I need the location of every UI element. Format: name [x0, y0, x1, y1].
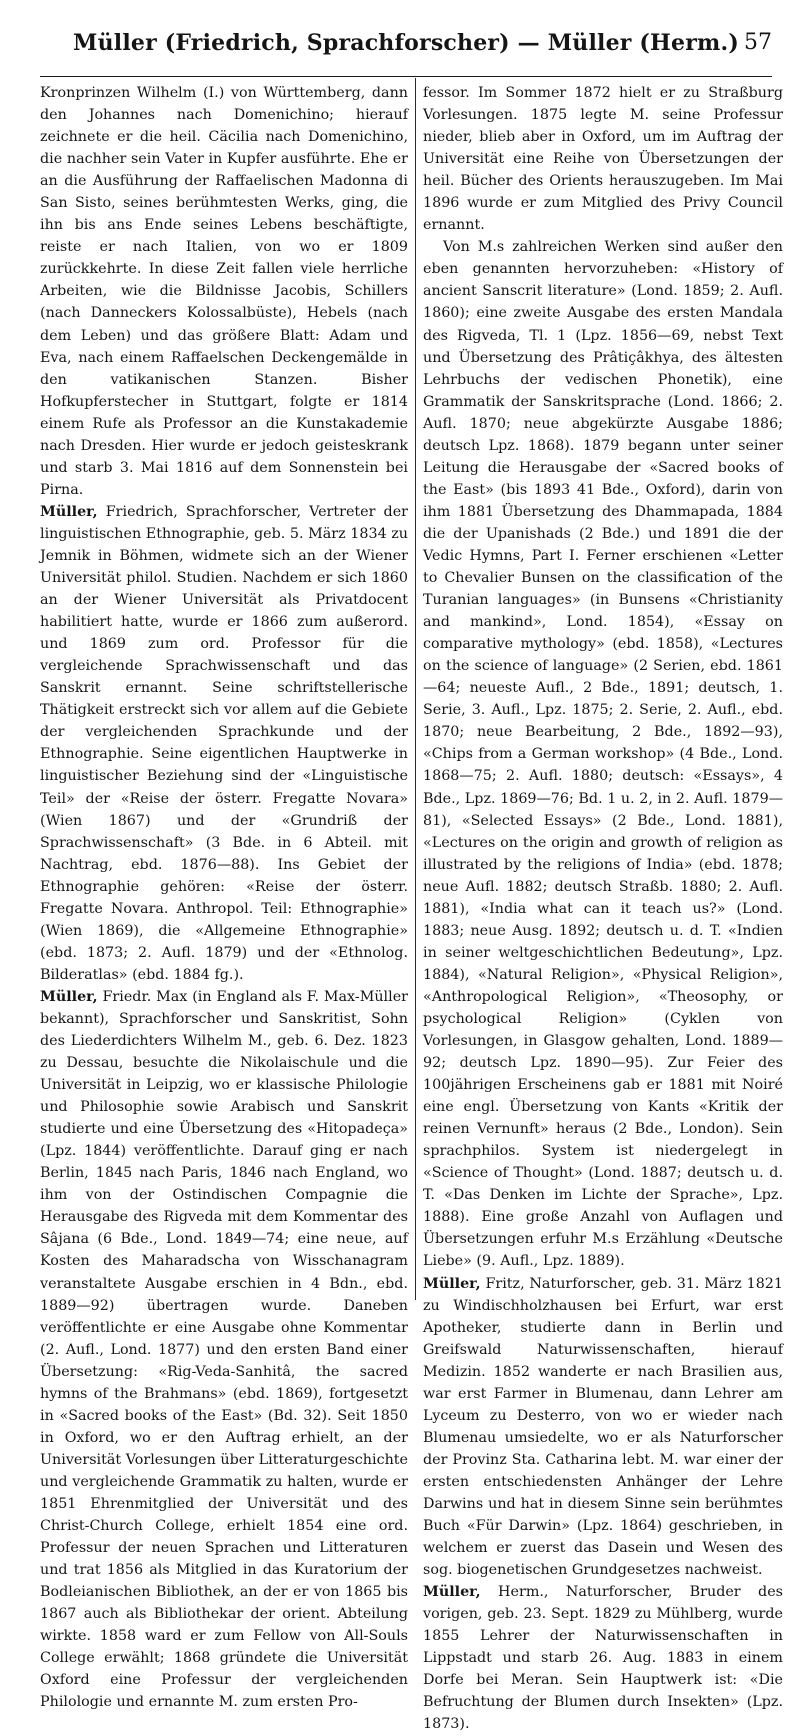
- entry-text: Herm., Naturforscher, Bruder des vorigen, geb. 23. Sept. 1829 zu Mühlberg, wurde 1855 Lehrer der Naturwissenschaften in Lippstadt und starb 26. Aug. 1883 in einem Dorfe bei Meran. Sein Hauptwerk ist: «Die Befruchtung der Blumen durch Insekten» (Lpz. 1873).: [423, 1584, 783, 1733]
- entry-headword: Müller,: [423, 1275, 481, 1292]
- entry-mueller-friedrich: [40, 501, 408, 986]
- entry-mueller-max-works: Von M.s zahlreichen Werken sind außer den eben genannten hervorzuheben: «History of ancient Sanscrit literature» (Lond. 1859; 2. Aufl. 1860); eine zweite Ausgabe des ersten Mandala des Rigveda, Tl. 1 (Lpz. 1856—69, nebst Text und Übersetzung des Prâtiçâkhya, des ältesten Lehrbuchs der vedischen Phonetik), eine Grammatik der Sanskritsprache (Lond. 1866; 2. Aufl. 1870; neue abgekürzte Ausgabe 1886; deutsch Lpz. 1868). 1879 begann unter seiner Leitung die Herausgabe der «Sacred books of the East» (bis 1893 41 Bde., Oxford), darin von ihm 1881 Übersetzung des Dhammapada, 1884 die der Upanishads (2 Bde.) und 1891 die der Vedic Hymns, Part I. Ferner erschienen «Letter to Chevalier Bunsen on the classification of the Turanian languages» (in Bunsens «Christianity and mankind», Lond. 1854), «Essay on comparative mythology» (ebd. 1858), «Lectures on the science of language» (2 Serien, ebd. 1861—64; neueste Aufl., 2 Bde., 1891; deutsch, 1. Serie, 3. Aufl., Lpz. 1875; 2. Serie, 2. Aufl., ebd. 1870; neue Bearbeitung, 2 Bde., 1892—93), «Chips from a German workshop» (4 Bde., Lond. 1868—75; 2. Aufl. 1880; deutsch: «Essays», 4 Bde., Lpz. 1869—76; Bd. 1 u. 2, in 2. Aufl. 1879—81), «Selected Essays» (2 Bde., Lond. 1881), «Lectures on the origin and growth of religion as illustrated by the religions of India» (ebd. 1878; neue Aufl. 1882; deutsch Straßb. 1880; 2. Aufl. 1881), «India what can it teach us?» (Lond. 1883; neue Ausg. 1892; deutsch u. d. T. «Indien in seiner weltgeschichtlichen Bedeutung», Lpz. 1884), «Natural Religion», «Physical Religion», «Anthropological Religion», «Theosophy, or psychological Religion» (Cyklen von Vorlesungen, in Glasgow gehalten, Lond. 1889—92; deutsch Lpz. 1890—95). Zur Feier des 100jährigen Erscheinens gab er 1881 mit Noiré eine engl. Übersetzung von Kants «Kritik der reinen Vernunft» heraus (2 Bde., London). Sein sprachphilos. System ist niedergelegt in «Science of Thought» (Lond. 1887; deutsch u. d. T. «Das Denken im Lichte der Sprache», Lpz. 1888). Eine große Anzahl von Auflagen und Übersetzungen erfuhr M.s Erzählung «Deutsche Liebe» (9. Aufl., Lpz. 1889).: [423, 239, 783, 1270]
- header-rule: [40, 76, 772, 77]
- entry-text: Friedrich, Sprachforscher, Vertreter der linguistischen Ethnographie, geb. 5. März 1834 zu Jemnik in Böhmen, widmete sich an der Wiener Universität philol. Studien. Nachdem er sich 1860 an der Wiener Universität als Privatdocent habilitiert hatte, wurde er 1866 zum außerord. und 1869 zum ord. Professor für die vergleichende Sprachwissenschaft und das Sanskrit ernannt. Seine schriftstellerische Thätigkeit erstreckt sich vor allem auf die Gebiete der vergleichenden Sprachkunde und der Ethnographie. Seine eigentlichen Hauptwerke in linguistischer Beziehung sind der «Linguistische Teil» der «Reise der österr. Fregatte Novara» (Wien 1867) und der «Grundriß der Sprachwissenschaft» (3 Bde. in 6 Abteil. mit Nachtrag, ebd. 1876—88). Ins Gebiet der Ethnographie gehören: «Reise der österr. Fregatte Novara. Anthropol. Teil: Ethnographie» (Wien 1869), die «Allgemeine Ethnographie» (ebd. 1873; 2. Aufl. 1879) und der «Ethnolog. Bilderatlas» (ebd. 1884 fg.).: [40, 503, 408, 983]
- running-header-title: Müller (Friedrich, Sprachforscher) — Müller (Herm.): [73, 30, 739, 56]
- left-column: [40, 82, 408, 1711]
- right-column: [423, 82, 783, 1733]
- entry-mueller-max: [40, 986, 408, 1714]
- running-header: [40, 30, 772, 66]
- page-number: 57: [744, 30, 772, 55]
- entry-mueller-hermann: [423, 1581, 783, 1735]
- entry-headword: Müller,: [423, 1584, 481, 1601]
- entry-text: Fritz, Naturforscher, geb. 31. März 1821 zu Windischholzhausen bei Erfurt, war erst Apotheker, studierte dann in Berlin und Greifswald Naturwissenschaften, hierauf Medizin. 1852 wanderte er nach Brasilien aus, war erst Farmer in Blumenau, dann Lehrer am Lyceum zu Desterro, von wo er wieder nach Blumenau umsiedelte, wo er als Naturforscher der Provinz Sta. Catharina lebt. M. war einer der ersten entschiedensten Anhänger der Lehre Darwins und hat in diesem Sinne sein berühmtes Buch «Für Darwin» (Lpz. 1864) geschrieben, in welchem er zuerst das Dasein und Wesen des sog. biogenetischen Grundgesetzes nachweist.: [423, 1275, 783, 1579]
- column-divider: [415, 78, 416, 1300]
- entry-mueller-fritz: [423, 1273, 783, 1582]
- continuation-paragraph: Kronprinzen Wilhelm (I.) von Württemberg, dann den Johannes nach Domenichino; hierauf zeichnete er die heil. Cäcilia nach Domenichino, die nachher sein Vater in Kupfer ausführte. Ehe er an die Ausführung der Raffaelischen Madonna di San Sisto, seines berühmtesten Werks, ging, die ihn bis ans Ende seines Lebens beschäftigte, reiste er nach Italien, von wo er 1809 zurückkehrte. In diese Zeit fallen viele herrliche Arbeiten, wie die Bildnisse Jacobis, Schillers (nach Danneckers Kolossalbüste), Hebels (nach dem Leben) und das größere Blatt: Adam und Eva, nach einem Raffaelschen Deckengemälde in den vatikanischen Stanzen. Bisher Hofkupferstecher in Stuttgart, folgte er 1814 einem Rufe als Professor an die Kunstakademie nach Dresden. Hier wurde er jedoch geisteskrank und starb 3. Mai 1816 auf dem Sonnenstein bei Pirna.: [40, 85, 408, 498]
- entry-mueller-max-continued: fessor. Im Sommer 1872 hielt er zu Straßburg Vorlesungen. 1875 legte M. seine Professur nieder, blieb aber in Oxford, um im Auftrag der Universität eine Reihe von Übersetzungen der heil. Bücher des Orients herauszugeben. Im Mai 1896 wurde er zum Mitglied des Privy Council ernannt.: [423, 85, 783, 234]
- entry-headword: Müller,: [40, 503, 98, 520]
- entry-text: Friedr. Max (in England als F. Max-Müller bekannt), Sprachforscher und Sanskritist, Sohn des Liederdichters Wilhelm M., geb. 6. Dez. 1823 zu Dessau, besuchte die Nikolaischule und die Universität in Leipzig, wo er klassische Philologie und Philosophie sowie Arabisch und Sanskrit studierte und eine Übersetzung des «Hitopadeça» (Lpz. 1844) veröffentlichte. Darauf ging er nach Berlin, 1845 nach Paris, 1846 nach England, wo ihm von der Ostindischen Compagnie die Herausgabe des Rigveda mit dem Kommentar des Sâjana (6 Bde., Lond. 1849—74; eine neue, auf Kosten des Maharadscha von Wisschanagram veranstaltete Ausgabe erschien in 4 Bdn., ebd. 1889—92) übertragen wurde. Daneben veröffentlichte er eine Ausgabe ohne Kommentar (2. Aufl., Lond. 1877) und den ersten Band einer Übersetzung: «Rig-Veda-Sanhitâ, the sacred hymns of the Brahmans» (ebd. 1869), fortgesetzt in «Sacred books of the East» (Bd. 32). Seit 1850 in Oxford, wo er den Auftrag erhielt, an der Universität Vorlesungen über Litteraturgeschichte und vergleichende Grammatik zu halten, wurde er 1851 Ehrenmitglied der Universität und des Christ-Church College, erhielt 1854 eine ord. Professur der neuen Sprachen und Litteraturen und trat 1856 als Mitglied in das Kuratorium der Bodleianischen Bibliothek, an der er von 1865 bis 1867 auch als Bibliothekar der orient. Abteilung wirkte. 1858 ward er zum Fellow von All-Souls College erwählt; 1868 gründete die Universität Oxford eine Professur der vergleichenden Philologie und ernannte M. zum ersten Pro-: [40, 988, 408, 1711]
- entry-headword: Müller,: [40, 988, 98, 1005]
